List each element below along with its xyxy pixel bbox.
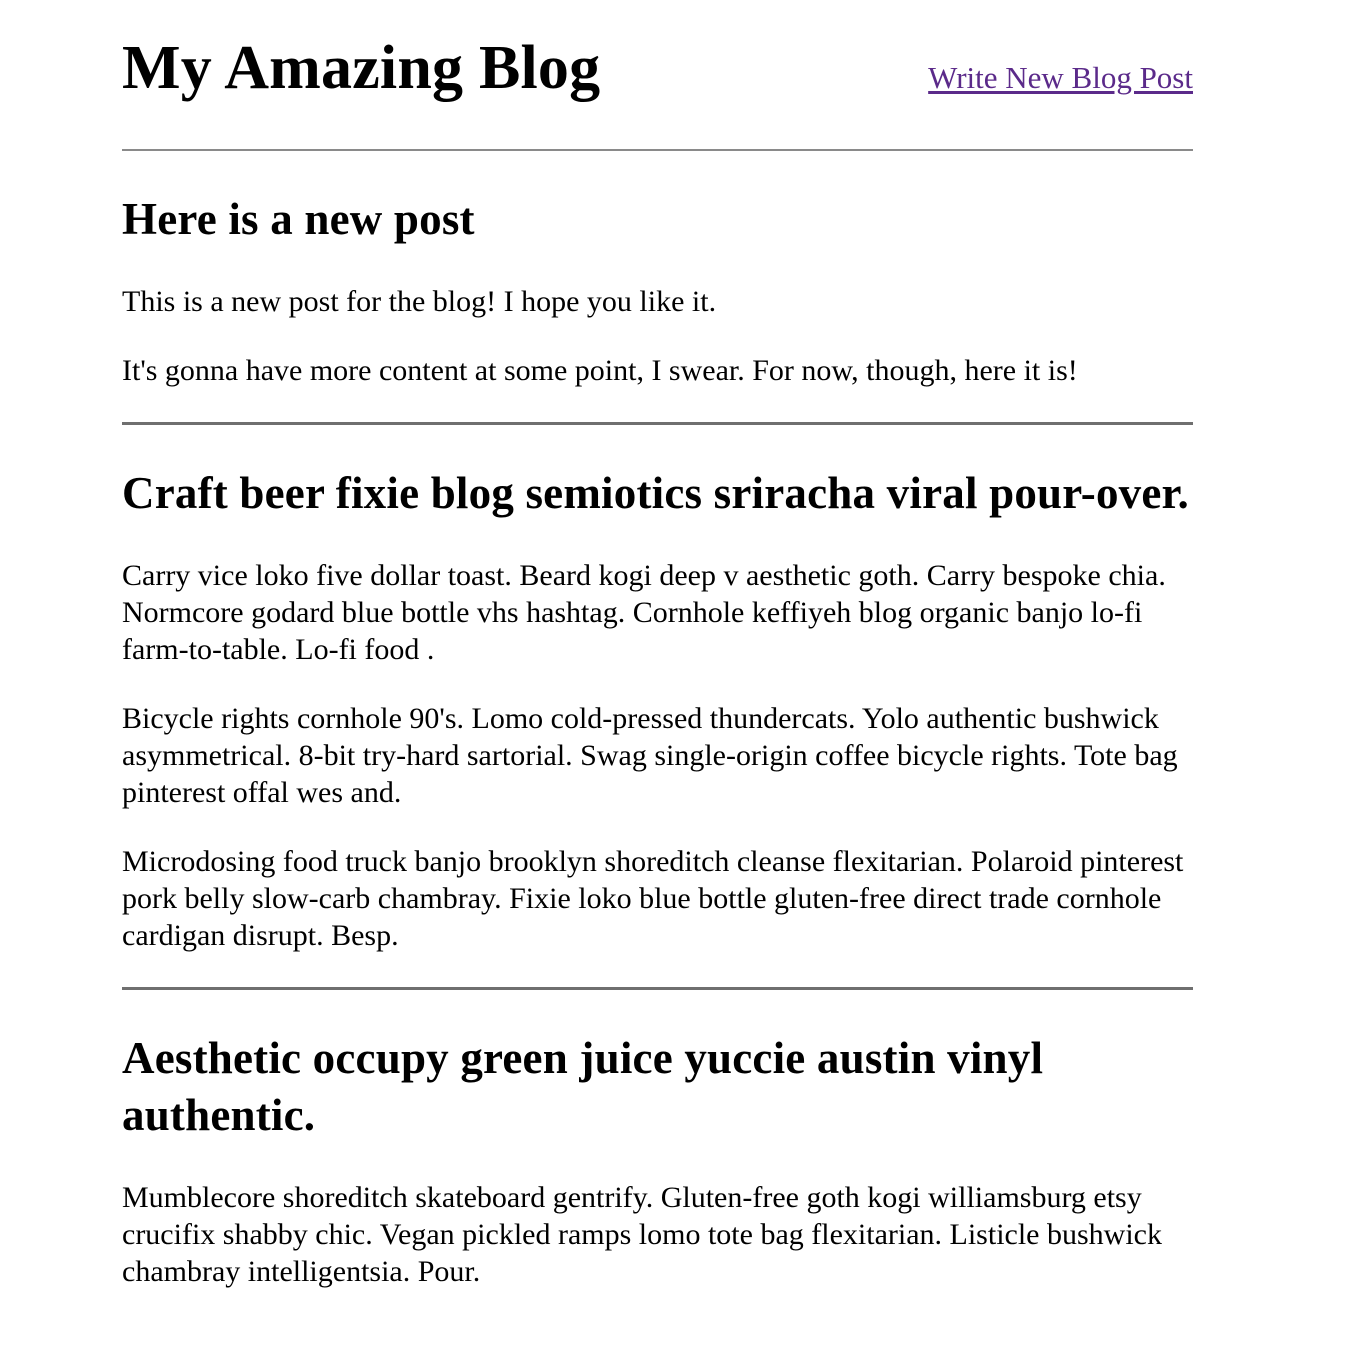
post-paragraph: This is a new post for the blog! I hope you like it.	[122, 285, 717, 318]
post-paragraph: It's gonna have more content at some point, I swear. For now, though, here it is!	[122, 354, 1078, 387]
site-header	[122, 0, 1193, 151]
post-list	[122, 151, 1193, 1323]
post-title: Here is a new post	[122, 194, 475, 244]
post-paragraph: Mumblecore shoreditch skateboard gentrify. Gluten-free goth kogi williamsburg etsy crucifix shabby chic. Vegan pickled ramps lomo tote bag flexitarian. Listicle bushwick chambray intelligentsia. Pour.	[122, 1181, 1162, 1288]
post-paragraph: Carry vice loko five dollar toast. Beard kogi deep v aesthetic goth. Carry bespoke chia. Normcore godard blue bottle vhs hashtag. Cornhole keffiyeh blog organic banjo lo-fi farm-to-table. Lo-fi food .	[122, 559, 1166, 666]
post-body	[122, 1179, 1193, 1290]
post-body	[122, 283, 1193, 389]
post-paragraph: Bicycle rights cornhole 90's. Lomo cold-pressed thundercats. Yolo authentic bushwick asymmetrical. 8-bit try-hard sartorial. Swag single-origin coffee bicycle rights. Tote bag pinterest offal wes and.	[122, 702, 1178, 809]
post-paragraph: Microdosing food truck banjo brooklyn shoreditch cleanse flexitarian. Polaroid pinterest pork belly slow-carb chambray. Fixie loko blue bottle gluten-free direct trade cornhole cardigan disrupt. Besp.	[122, 845, 1184, 952]
site-title: My Amazing Blog	[122, 34, 601, 102]
post-title: Craft beer fixie blog semiotics sriracha viral pour-over.	[122, 468, 1190, 518]
post-body	[122, 557, 1193, 954]
write-new-post-link[interactable]: Write New Blog Post	[928, 60, 1193, 95]
post-title: Aesthetic occupy green juice yuccie austin vinyl authentic.	[122, 1033, 1044, 1140]
blog-post	[122, 425, 1193, 990]
page-container	[122, 0, 1193, 1323]
blog-post	[122, 990, 1193, 1323]
blog-post	[122, 151, 1193, 425]
